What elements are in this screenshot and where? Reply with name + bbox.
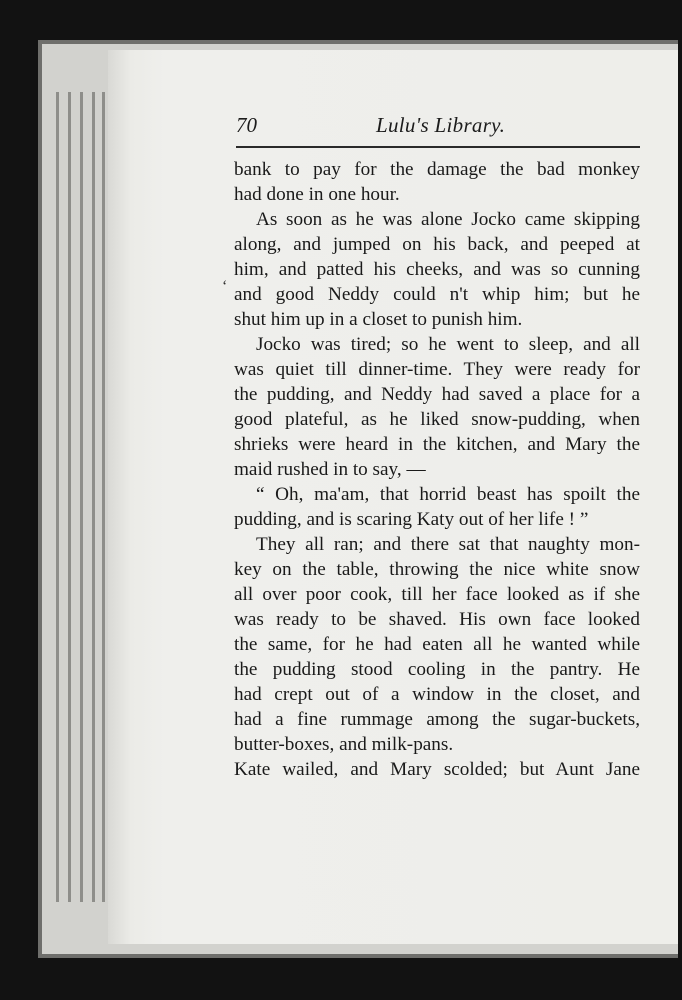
page-edge [56,92,59,902]
running-title: Lulu's Library. [376,113,506,137]
text-line: Kate wailed, and Mary scolded; but Aunt Jane [234,759,640,780]
page-edge [102,92,105,902]
text-line: the pudding stood cooling in the pantry. He [234,659,640,680]
text-line: had crept out of a window in the closet, and [234,684,640,705]
text-line: and good Neddy could n't whip him; but he [234,284,640,305]
page-edge [92,92,95,902]
text-line: had done in one hour. [234,184,400,205]
text-line: They all ran; and there sat that naughty mon- [256,534,640,555]
page-header [236,113,640,143]
text-line: was ready to be shaved. His own face looked [234,609,640,630]
text-line: all over poor cook, till her face looked as if she [234,584,640,605]
text-line: “ Oh, ma'am, that horrid beast has spoilt the [256,484,640,505]
text-line: bank to pay for the damage the bad monkey [234,159,640,180]
margin-mark: ‘ [222,278,228,295]
text-line: good plateful, as he liked snow-pudding, when [234,409,640,430]
text-line: the same, for he had eaten all he wanted while [234,634,640,655]
header-rule [236,146,640,148]
page-edge [68,92,71,902]
text-line: shut him up in a closet to punish him. [234,309,523,330]
text-line: Jocko was tired; so he went to sleep, and all [256,334,640,355]
page-number: 70 [236,113,257,137]
text-line: pudding, and is scaring Katy out of her life ! ” [234,509,589,530]
text-line: along, and jumped on his back, and peeped at [234,234,640,255]
text-line: had a fine rummage among the sugar-buckets, [234,709,640,730]
body-text [234,157,640,782]
text-line: maid rushed in to say, — [234,459,426,480]
text-line: butter-boxes, and milk-pans. [234,734,454,755]
text-line: him, and patted his cheeks, and was so cunning [234,259,640,280]
text-line: was quiet till dinner-time. They were ready for [234,359,640,380]
text-line: the pudding, and Neddy had saved a place for a [234,384,640,405]
text-line: shrieks were heard in the kitchen, and Mary the [234,434,640,455]
text-line: key on the table, throwing the nice white snow [234,559,640,580]
page-edge [80,92,83,902]
text-line: As soon as he was alone Jocko came skipping [256,209,640,230]
